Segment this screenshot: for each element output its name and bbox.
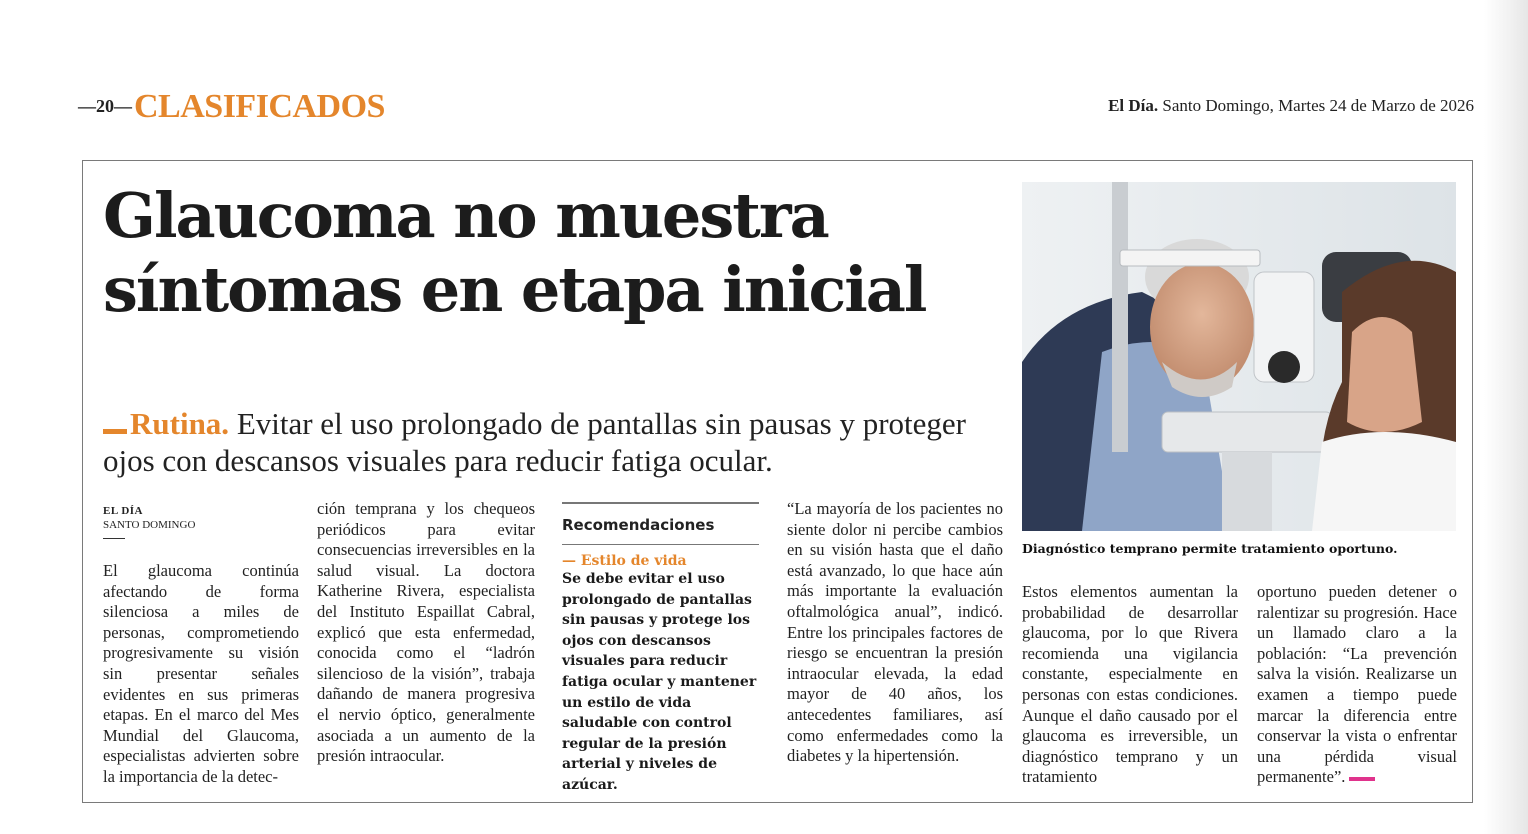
body-column-6 (1257, 582, 1457, 788)
body-column-4 (787, 499, 1003, 767)
body-column-5 (1022, 582, 1238, 788)
headline-line-1: Glaucoma no muestra (103, 179, 828, 252)
eye-exam-photo (1022, 182, 1456, 531)
photo-caption: Diagnóstico temprano permite tratamiento oportuno. (1022, 541, 1398, 556)
body-column-1 (103, 561, 299, 788)
article-photo (1022, 182, 1456, 531)
body-text: oportuno pueden detener o ralentizar su progresión. Hace un llamado claro a la población: “La prevención salva la visión. Realizarse un examen a tiempo puede marcar la diferencia entre conservar la vista o enfrentar una pérdida visual permanente”. (1257, 582, 1457, 787)
article-frame (82, 160, 1473, 803)
end-of-article-mark (1349, 777, 1375, 781)
deck-marker (103, 429, 127, 434)
dateline: Santo Domingo, Martes 24 de Marzo de 2026 (1162, 96, 1474, 115)
sidebar-subhead: — Estilo de vida (562, 553, 687, 569)
section-title: CLASIFICADOS (134, 88, 385, 125)
body-paragraph: El glaucoma continúa afectando de forma silenciosa a miles de personas, comprometiendo progresivamente su visión sin presentar señales evidentes en sus primeras etapas. En el marco del Mes Mundial del Glaucoma, especialistas advierten sobre la importancia de la detec- (103, 561, 299, 786)
body-paragraph (1257, 582, 1457, 788)
deck (103, 405, 983, 479)
sidebar-body: Se debe evitar el uso prolongado de pantallas sin pausas y protege los ojos con descansos visuales para reducir fatiga ocular y mantener un estilo de vida saludable con control regular de la presión arterial y niveles de azúcar. (562, 571, 757, 793)
body-paragraph: ción temprana y los chequeos periódicos para evitar consecuencias irreversibles en la salud visual. La doctora Katherine Rivera, especialista del Instituto Espaillat Cabral, explicó que esta enfermedad, conocida como el “ladrón silencioso de la visión”, trabaja dañando de manera progresiva el nervio óptico, generalmente asociada a un aumento de la presión intraocular. (317, 499, 535, 766)
byline-rule (103, 538, 125, 539)
sidebar-title: Recomendaciones (562, 515, 715, 534)
byline-org: EL DÍA (103, 505, 143, 517)
deck-lead: Rutina. (130, 406, 230, 441)
byline-place: SANTO DOMINGO (103, 519, 196, 531)
page-edge-shadow (1484, 0, 1528, 834)
deck-text: Evitar el uso prolongado de pantallas sin pausas y proteger ojos con descansos visuales para reducir fatiga ocular. (103, 406, 966, 478)
sidebar-mid-rule (562, 544, 759, 546)
body-paragraph: “La mayoría de los pacientes no siente dolor ni percibe cambios en su visión hasta que el daño está avanzado, lo que hace aún más importante la evaluación oftalmológica anual”, indicó. Entre los principales factores de riesgo se encuentran la presión intraocular elevada, la edad mayor de 40 años, los antecedentes familiares, así como enfermedades como la diabetes y la hipertensión. (787, 499, 1003, 766)
headline (103, 179, 963, 327)
paper-name: El Día. (1108, 96, 1159, 115)
headline-line-2: síntomas en etapa inicial (103, 253, 926, 326)
page-header (78, 88, 1474, 128)
byline (103, 504, 303, 539)
sidebar-box (562, 502, 759, 796)
body-paragraph: Estos elementos aumentan la probabilidad de desarrollar glaucoma, por lo que Rivera recomienda una vigilancia constante, especialmente en personas con estas condiciones. Aunque el daño causado por el glaucoma es irreversible, un diagnóstico temprano y un tratamiento (1022, 582, 1238, 787)
page-number: —20— (78, 96, 132, 116)
body-column-2 (317, 499, 535, 767)
masthead (1108, 96, 1474, 116)
